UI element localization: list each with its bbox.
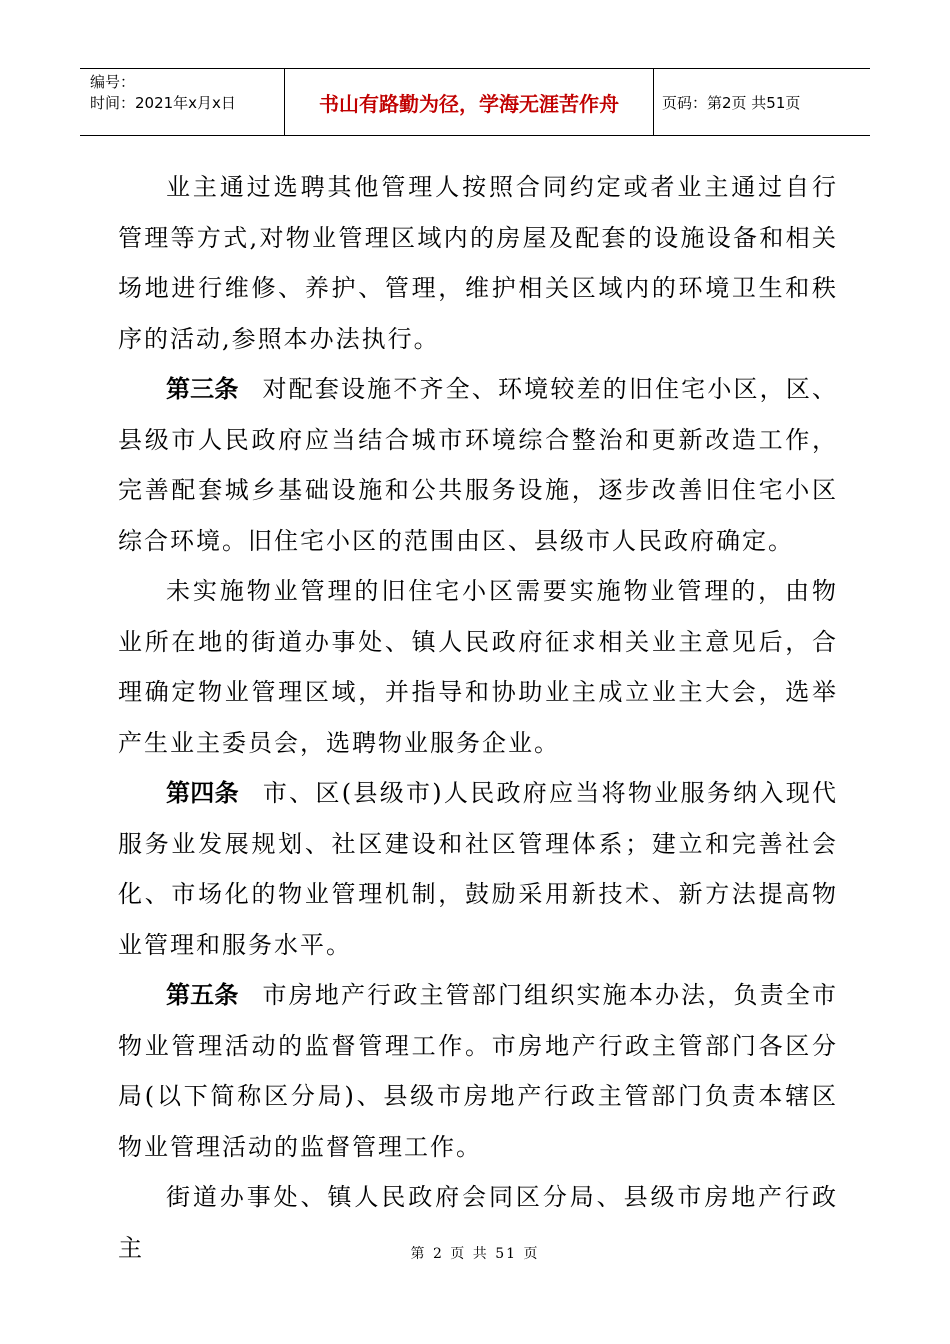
document-body <box>118 162 838 1273</box>
document-number-label: 编号： <box>90 73 136 91</box>
header-motto: 书山有路勤为径，学海无涯苦作舟 <box>284 69 654 135</box>
article-heading: 第三条 <box>166 375 239 403</box>
paragraph <box>118 566 838 768</box>
header-page-info: 页码：第2页 共51页 <box>662 93 801 112</box>
paragraph <box>118 768 838 970</box>
document-date-label: 时间：2021年x月x日 <box>90 94 236 112</box>
paragraph-text: 未实施物业管理的旧住宅小区需要实施物业管理的，由物业所在地的街道办事处、镇人民政府征求相关业主意见后，合理确定物业管理区域，并指导和协助业主成立业主大会，选举产生业主委员会，选聘物业服务企业。 <box>118 577 838 757</box>
article-heading: 第五条 <box>166 981 239 1009</box>
header-meta <box>80 69 284 135</box>
page-footer: 第 2 页 共 51 页 <box>410 1246 540 1262</box>
paragraph <box>118 970 838 1172</box>
paragraph-text: 街道办事处、镇人民政府会同区分局、县级市房地产行政主 <box>118 1183 838 1262</box>
page-header <box>80 68 870 136</box>
paragraph <box>118 162 838 364</box>
paragraph-text: 业主通过选聘其他管理人按照合同约定或者业主通过自行管理等方式,对物业管理区域内的房屋及配套的设施设备和相关场地进行维修、养护、管理，维护相关区域内的环境卫生和秩序的活动,参照本办法执行。 <box>118 173 838 353</box>
paragraph-text: 市房地产行政主管部门组织实施本办法，负责全市物业管理活动的监督管理工作。市房地产行政主管部门各区分局(以下简称区分局)、县级市房地产行政主管部门负责本辖区物业管理活动的监督管理工作。 <box>118 981 838 1161</box>
paragraph-text: 对配套设施不齐全、环境较差的旧住宅小区，区、县级市人民政府应当结合城市环境综合整治和更新改造工作，完善配套城乡基础设施和公共服务设施，逐步改善旧住宅小区综合环境。旧住宅小区的范围由区、县级市人民政府确定。 <box>118 375 838 555</box>
paragraph-text: 市、区(县级市)人民政府应当将物业服务纳入现代服务业发展规划、社区建设和社区管理体系；建立和完善社会化、市场化的物业管理机制，鼓励采用新技术、新方法提高物业管理和服务水平。 <box>118 779 838 959</box>
article-heading: 第四条 <box>166 779 239 807</box>
paragraph <box>118 364 838 566</box>
